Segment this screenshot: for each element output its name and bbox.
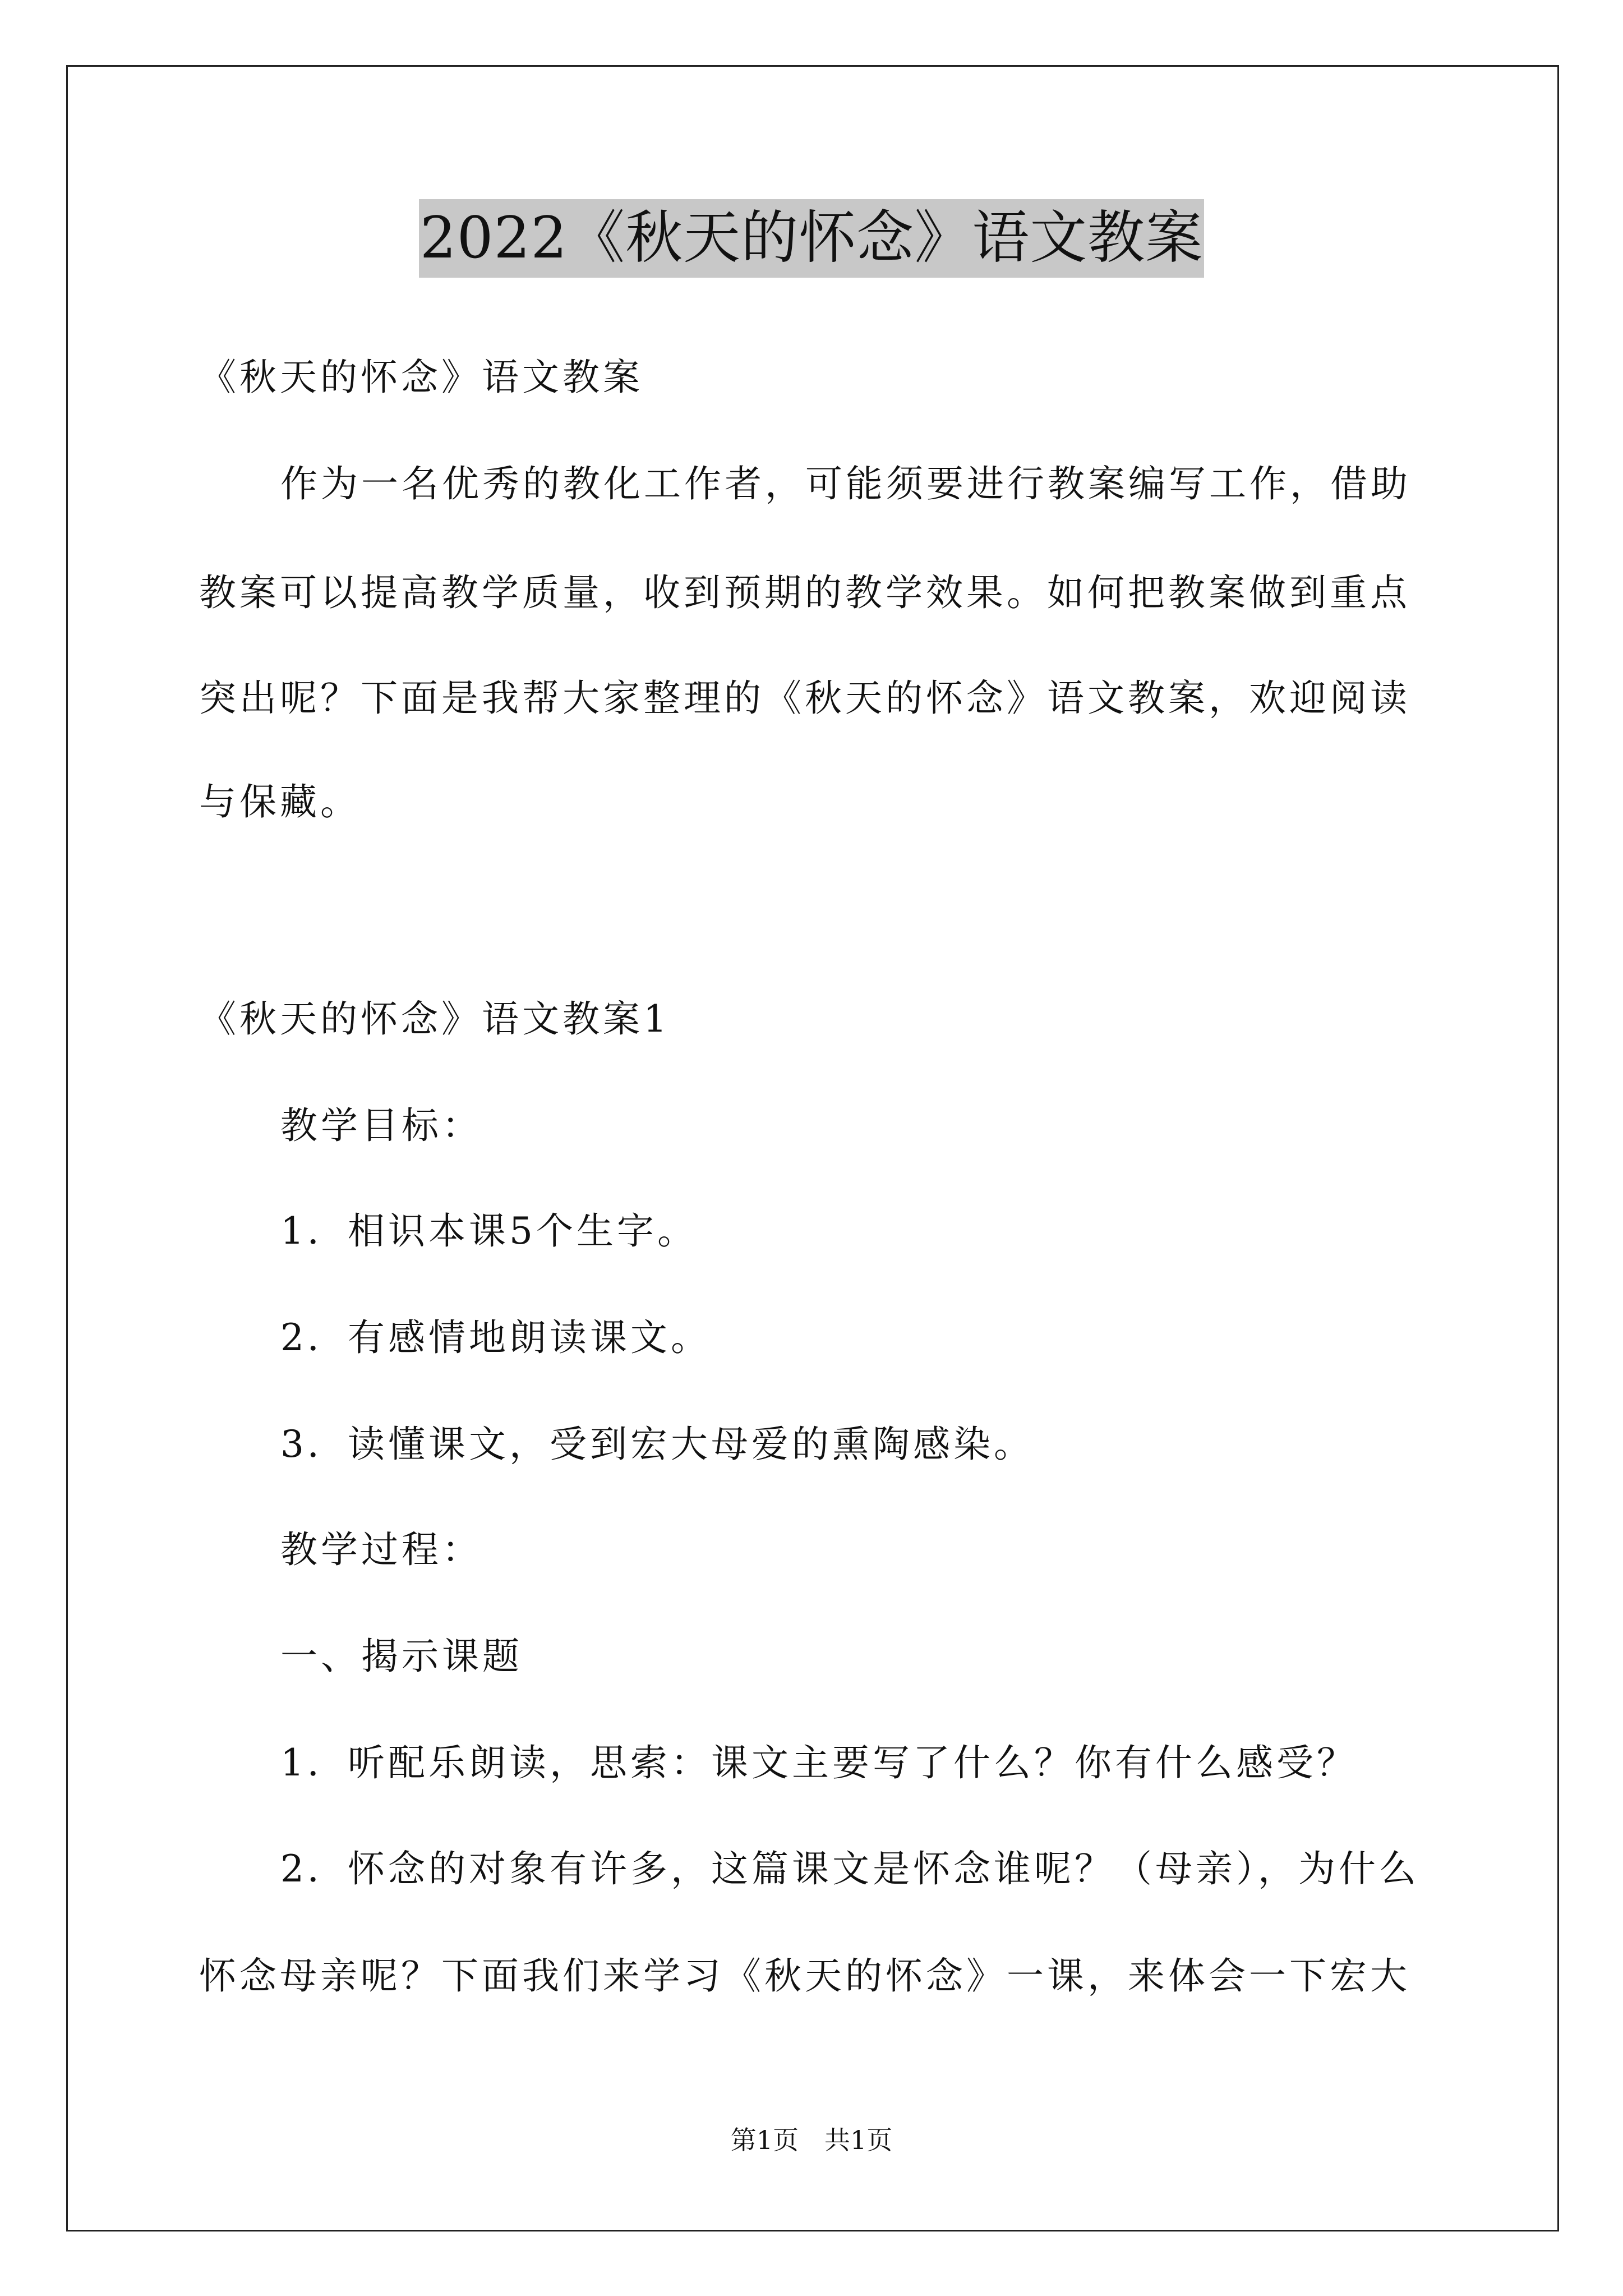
subtitle-line: 《秋天的怀念》语文教案 (199, 356, 643, 399)
step-item-2-continued: 怀念母亲呢？下面我们来学习《秋天的怀念》一课，来体会一下宏大 (199, 1954, 1410, 1998)
intro-line-1: 作为一名优秀的教化工作者，可能须要进行教案编写工作，借助 (280, 462, 1411, 505)
title-container (0, 199, 1623, 278)
goal-item-2: 2．有感情地朗读课文。 (280, 1316, 711, 1359)
step-item-1: 1．听配乐朗读，思索：课文主要写了什么？你有什么感受？ (280, 1741, 1357, 1784)
intro-line-2: 教案可以提高教学质量，收到预期的教学效果。如何把教案做到重点 (199, 571, 1410, 614)
goal-item-3: 3．读懂课文，受到宏大母爱的熏陶感染。 (280, 1423, 1034, 1466)
process-heading: 教学过程： (280, 1528, 482, 1571)
intro-line-3: 突出呢？下面是我帮大家整理的《秋天的怀念》语文教案，欢迎阅读 (199, 677, 1410, 720)
goals-heading: 教学目标： (280, 1104, 482, 1147)
section-heading: 《秋天的怀念》语文教案1 (199, 997, 670, 1041)
step-item-2: 2．怀念的对象有许多，这篇课文是怀念谁呢？（母亲），为什么 (280, 1847, 1419, 1890)
step-heading-1: 一、揭示课题 (280, 1635, 523, 1678)
page-footer: 第1页 共1页 (730, 2125, 893, 2155)
document-title: 2022《秋天的怀念》语文教案 (419, 199, 1205, 278)
intro-line-4: 与保藏。 (199, 780, 361, 823)
goal-item-1: 1．相识本课5个生字。 (280, 1209, 698, 1253)
